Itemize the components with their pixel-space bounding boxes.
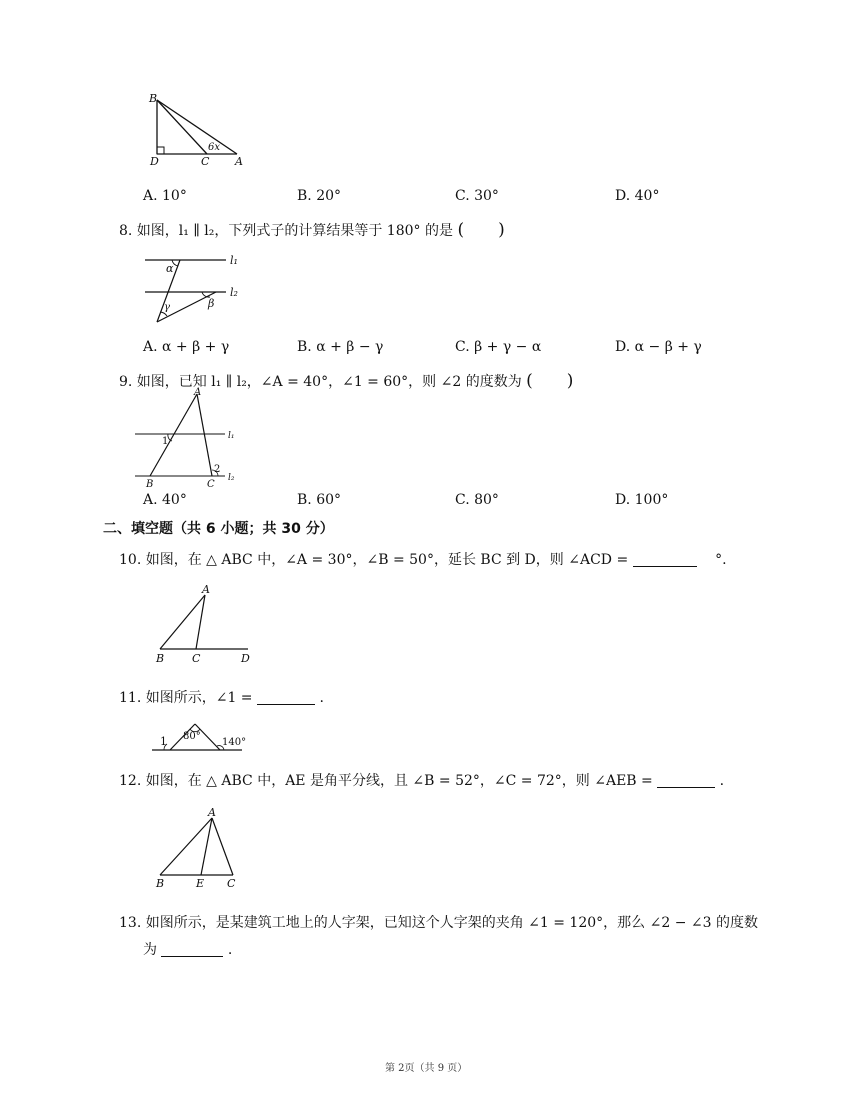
q9-label-l1: l₁ [228, 431, 235, 441]
q9-option-c: C. 80° [455, 492, 499, 508]
q10-label-c: C [192, 652, 201, 665]
q9-option-b: B. 60° [297, 492, 342, 508]
q12-answer-blank[interactable] [657, 773, 715, 788]
q12-label-e: E [196, 877, 205, 890]
q7-option-a: A. 10° [143, 188, 187, 204]
q9-stem-text: 9. 如图，已知 l₁ ∥ l₂，∠A = 40°，∠1 = 60°，则 ∠2 的度数为 [119, 374, 522, 390]
q9-figure [130, 386, 250, 492]
q7-option-d: D. 40° [615, 188, 660, 204]
q10-label-d: D [241, 652, 250, 665]
q7-figure [140, 88, 260, 170]
q7-label-c: C [201, 155, 210, 168]
q12-stem [119, 770, 724, 790]
q8-label-l2: l₂ [230, 286, 238, 299]
q10-stem [119, 549, 727, 569]
q11-figure [150, 720, 250, 756]
q13-stem-line1: 13. 如图所示，是某建筑工地上的人字架，已知这个人字架的夹角 ∠1 = 120°，那么 ∠2 − ∠3 的度数 [119, 915, 758, 931]
q8-answer-paren: ( ) [457, 220, 505, 240]
q11-stem-end: . [319, 690, 324, 706]
q7-label-d: D [150, 155, 159, 168]
q12-label-b: B [156, 877, 165, 890]
q8-option-a: A. α + β + γ [143, 339, 230, 355]
q9-label-a: A [194, 387, 202, 398]
q10-stem-end: °. [715, 552, 727, 568]
q7-label-b: B [149, 92, 158, 105]
q7-label-angle: 6x [208, 142, 221, 153]
q11-stem [119, 687, 324, 707]
q8-label-l1: l₁ [230, 254, 238, 267]
q7-label-a: A [235, 155, 243, 168]
q12-label-a: A [208, 806, 216, 819]
section-title: 二、填空题（共 6 小题；共 30 分） [103, 521, 334, 537]
q9-label-2: 2 [214, 464, 221, 475]
q12-label-c: C [227, 877, 236, 890]
q10-stem-text: 10. 如图，在 △ ABC 中，∠A = 30°，∠B = 50°，延长 BC 到 D，则 ∠ACD = [119, 552, 629, 568]
q12-stem-end: . [719, 773, 725, 789]
q10-label-b: B [156, 652, 165, 665]
q13-stem-end: . [227, 942, 233, 958]
q10-figure [150, 580, 260, 666]
q9-label-c: C [207, 479, 215, 490]
q12-figure [150, 805, 250, 891]
q9-answer-paren: ( ) [526, 371, 574, 391]
q11-label-140: 140° [222, 737, 247, 748]
q10-answer-blank[interactable] [633, 552, 697, 567]
q12-stem-text: 12. 如图，在 △ ABC 中，AE 是角平分线，且 ∠B = 52°，∠C = 72°，则 ∠AEB = [119, 773, 653, 789]
q8-label-beta: β [208, 297, 215, 310]
q13-stem-line2 [143, 939, 232, 959]
q7-option-c: C. 30° [455, 188, 499, 204]
q8-option-c: C. β + γ − α [455, 339, 542, 355]
q8-stem [119, 215, 505, 240]
page-footer: 第 2页（共 9 页） [385, 1063, 468, 1074]
q9-label-b: B [146, 479, 154, 490]
q13-stem-line2-text: 为 [143, 942, 157, 958]
q9-label-l2: l₂ [228, 473, 235, 483]
q8-label-alpha: α [166, 262, 174, 275]
q8-option-b: B. α + β − γ [297, 339, 384, 355]
q10-label-a: A [202, 583, 210, 596]
q9-option-a: A. 40° [143, 492, 187, 508]
q9-option-d: D. 100° [615, 492, 669, 508]
q11-stem-text: 11. 如图所示，∠1 = [119, 690, 253, 706]
q9-label-1: 1 [162, 436, 169, 447]
q11-label-1: 1 [160, 735, 167, 748]
q8-label-gamma: γ [164, 302, 170, 313]
q13-answer-blank[interactable] [161, 942, 223, 957]
q11-label-80: 80° [183, 731, 201, 742]
q8-stem-text: 8. 如图，l₁ ∥ l₂，下列式子的计算结果等于 180° 的是 [119, 223, 453, 239]
q11-answer-blank[interactable] [257, 690, 315, 705]
q8-option-d: D. α − β + γ [615, 339, 702, 355]
q7-option-b: B. 20° [297, 188, 342, 204]
q8-figure [140, 250, 250, 328]
